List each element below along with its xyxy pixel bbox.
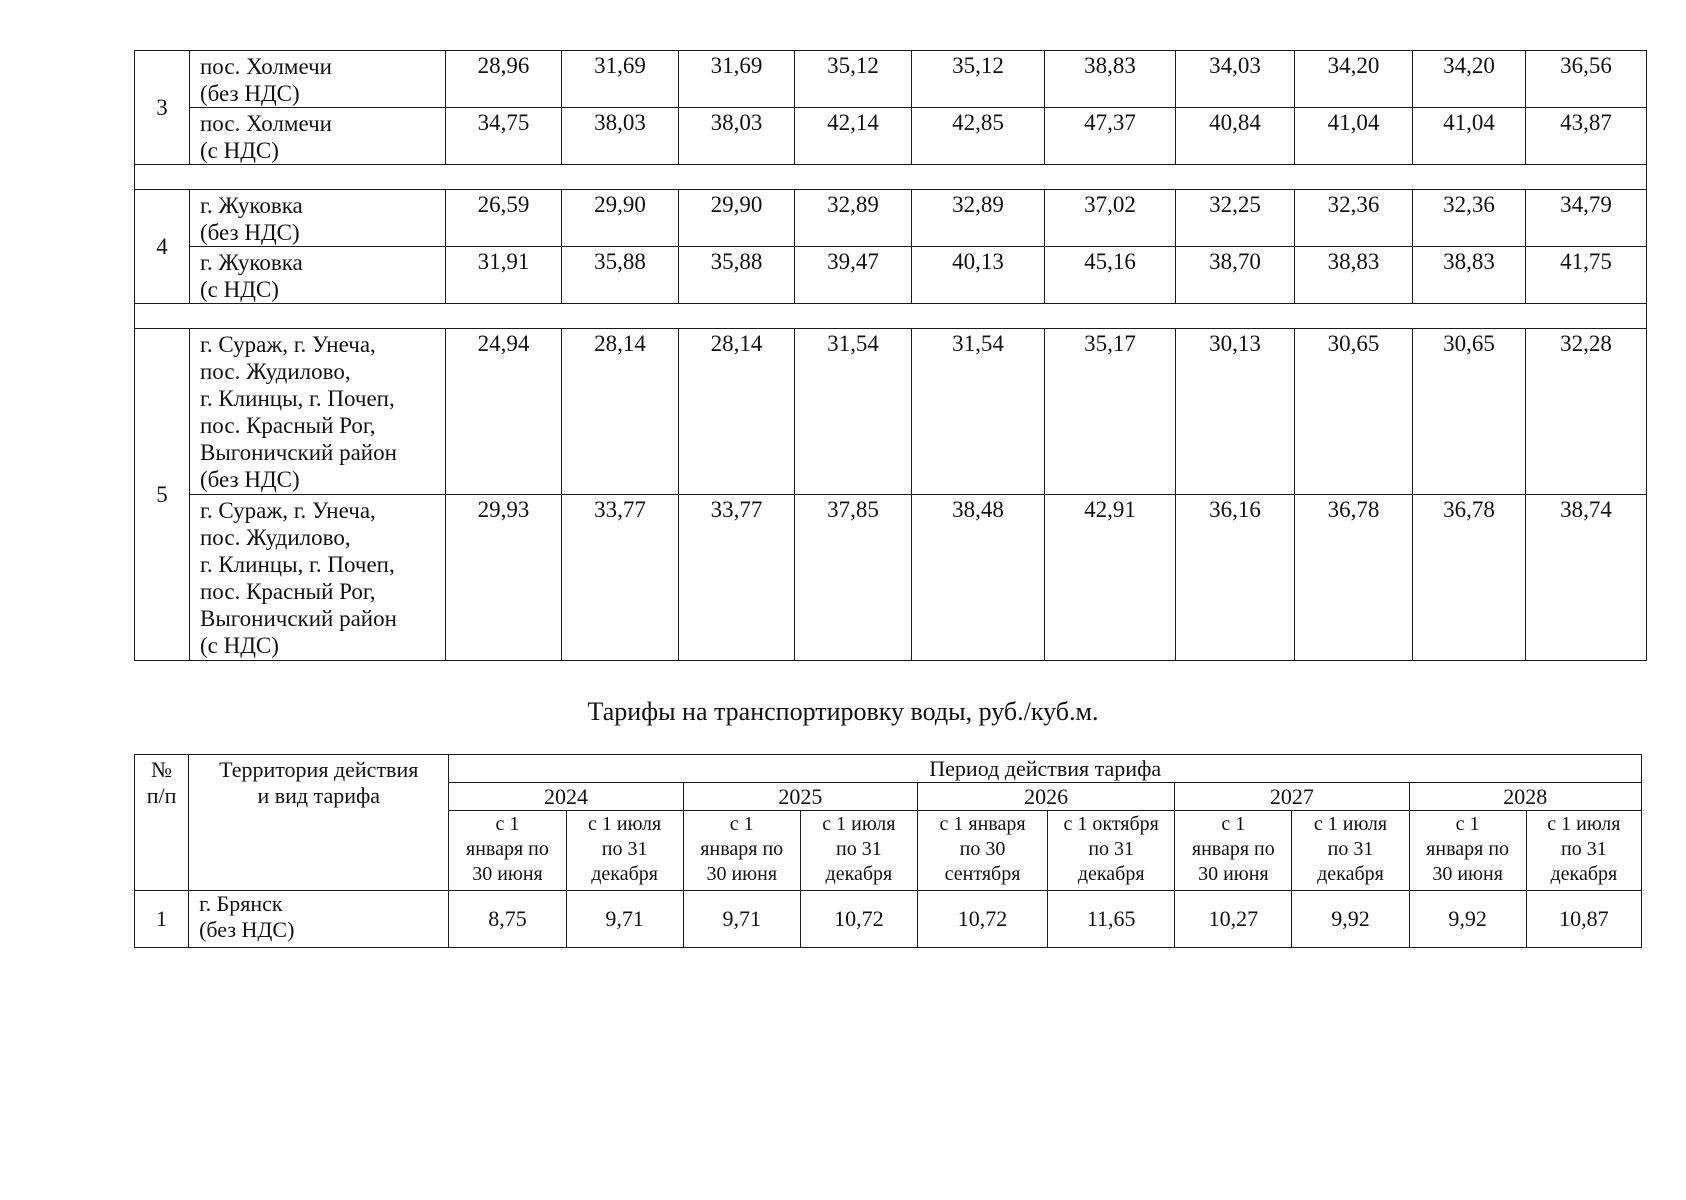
header-subperiod-line: 30 июня xyxy=(472,863,543,885)
header-subperiod-line: декабря xyxy=(1317,863,1384,885)
header-subperiod-line: декабря xyxy=(825,863,893,885)
tariff-value: 40,84 xyxy=(1176,108,1295,165)
territory-line: пос. Красный Рог, xyxy=(200,579,376,604)
header-subperiod-line: января по xyxy=(1191,838,1275,860)
territory-line: г. Сураж, г. Унеча, xyxy=(200,332,376,357)
territory-cell xyxy=(190,108,446,165)
table-row xyxy=(135,51,1647,108)
territory-line: г. Клинцы, г. Почеп, xyxy=(200,552,395,577)
tariff-value: 31,54 xyxy=(795,329,912,495)
header-subperiod-line: января по xyxy=(700,838,784,860)
water-transport-tariff-table xyxy=(134,754,1642,948)
header-year: 2028 xyxy=(1409,783,1641,811)
territory-line: г. Жуковка xyxy=(200,250,303,275)
header-number-line: № xyxy=(151,757,173,782)
header-subperiod xyxy=(1175,811,1292,891)
territory-line: (с НДС) xyxy=(200,138,279,163)
header-subperiod xyxy=(566,811,683,891)
header-subperiod xyxy=(1526,811,1641,891)
tariff-value: 38,70 xyxy=(1176,247,1295,304)
tariff-value: 40,13 xyxy=(912,247,1045,304)
header-subperiod-line: с 1 июля xyxy=(588,813,662,835)
header-subperiod-line: по 31 xyxy=(1327,838,1374,860)
tariff-value: 38,03 xyxy=(679,108,795,165)
header-subperiod xyxy=(449,811,566,891)
header-year: 2024 xyxy=(449,783,683,811)
header-subperiod-line: 30 июня xyxy=(1198,863,1269,885)
tariff-value: 38,74 xyxy=(1526,495,1647,661)
territory-line: (без НДС) xyxy=(200,467,300,492)
tariff-value: 26,59 xyxy=(446,190,562,247)
tariff-value: 42,85 xyxy=(912,108,1045,165)
territory-line: (без НДС) xyxy=(199,917,295,942)
tariff-value: 38,83 xyxy=(1295,247,1413,304)
tariff-value: 38,83 xyxy=(1045,51,1176,108)
header-subperiod xyxy=(800,811,917,891)
table-row xyxy=(135,247,1647,304)
header-year: 2027 xyxy=(1175,783,1409,811)
header-subperiod-line: с 1 xyxy=(729,813,754,835)
tariff-value: 34,75 xyxy=(446,108,562,165)
tariff-value: 37,02 xyxy=(1045,190,1176,247)
tariff-value: 29,90 xyxy=(679,190,795,247)
tariff-table-body xyxy=(135,51,1647,661)
tariff-value: 38,03 xyxy=(562,108,679,165)
header-subperiod-line: по 30 xyxy=(959,838,1006,860)
tariff-value: 28,14 xyxy=(679,329,795,495)
territory-cell xyxy=(189,891,449,948)
tariff-value: 38,83 xyxy=(1413,247,1526,304)
tariff-value: 10,72 xyxy=(917,891,1047,948)
header-subperiod-line: с 1 xyxy=(1221,813,1246,835)
tariff-value: 29,90 xyxy=(562,190,679,247)
tariff-value: 8,75 xyxy=(449,891,566,948)
header-subperiod-line: по 31 xyxy=(1560,838,1607,860)
tariff-value: 10,72 xyxy=(800,891,917,948)
header-number-line: п/п xyxy=(146,783,177,808)
table-row xyxy=(135,891,1642,948)
group-separator-cell xyxy=(135,304,1647,329)
header-subperiod-line: по 31 xyxy=(601,838,648,860)
tariff-value: 43,87 xyxy=(1526,108,1647,165)
tariff-value: 35,88 xyxy=(562,247,679,304)
tariff-value: 31,91 xyxy=(446,247,562,304)
tariff-value: 9,71 xyxy=(566,891,683,948)
header-year: 2026 xyxy=(917,783,1174,811)
header-subperiod-line: с 1 июля xyxy=(1547,813,1621,835)
tariff-value: 42,14 xyxy=(795,108,912,165)
header-subperiod-line: с 1 января xyxy=(939,813,1026,835)
tariff-value: 35,12 xyxy=(912,51,1045,108)
territory-cell xyxy=(190,247,446,304)
tariff-value: 32,89 xyxy=(912,190,1045,247)
tariff-value: 39,47 xyxy=(795,247,912,304)
row-number: 5 xyxy=(135,329,190,661)
tariff-value: 35,12 xyxy=(795,51,912,108)
territory-line: г. Сураж, г. Унеча, xyxy=(200,498,376,523)
tariff-value: 41,04 xyxy=(1295,108,1413,165)
tariff-value: 37,85 xyxy=(795,495,912,661)
table-row xyxy=(135,495,1647,661)
territory-line: г. Брянск xyxy=(199,891,283,916)
territory-line: пос. Жудилово, xyxy=(200,359,351,384)
territory-line: пос. Жудилово, xyxy=(200,525,351,550)
tariff-value: 36,16 xyxy=(1176,495,1295,661)
tariff-value: 36,56 xyxy=(1526,51,1647,108)
header-subperiod-line: с 1 июля xyxy=(1313,813,1388,835)
territory-cell xyxy=(190,329,446,495)
group-separator-cell xyxy=(135,165,1647,190)
header-subperiod-line: декабря xyxy=(1550,863,1618,885)
tariff-value: 31,69 xyxy=(562,51,679,108)
table-row xyxy=(135,108,1647,165)
tariff-value: 38,48 xyxy=(912,495,1045,661)
territory-cell xyxy=(190,190,446,247)
header-subperiod xyxy=(1409,811,1526,891)
tariff-value: 28,96 xyxy=(446,51,562,108)
tariff-value: 11,65 xyxy=(1048,891,1175,948)
header-subperiod-line: января по xyxy=(466,838,549,860)
header-subperiod-line: по 31 xyxy=(836,838,882,860)
header-subperiod-line: сентября xyxy=(944,863,1021,885)
header-territory-line: Территория действия xyxy=(219,757,419,782)
tariff-value: 32,89 xyxy=(795,190,912,247)
header-subperiod-line: с 1 июля xyxy=(822,813,896,835)
tariff-value: 33,77 xyxy=(562,495,679,661)
tariff-value: 30,65 xyxy=(1413,329,1526,495)
tariff-value: 35,17 xyxy=(1045,329,1176,495)
territory-cell xyxy=(190,51,446,108)
header-subperiod xyxy=(917,811,1047,891)
row-number: 1 xyxy=(135,891,189,948)
header-year: 2025 xyxy=(683,783,917,811)
tariff-value: 42,91 xyxy=(1045,495,1176,661)
tariff-value: 32,25 xyxy=(1176,190,1295,247)
header-subperiod-line: с 1 xyxy=(1455,813,1480,835)
territory-cell xyxy=(190,495,446,661)
tariff-value: 34,79 xyxy=(1526,190,1647,247)
tariff-value: 32,28 xyxy=(1526,329,1647,495)
territory-line: (без НДС) xyxy=(200,81,300,106)
territory-line: г. Клинцы, г. Почеп, xyxy=(200,386,395,411)
tariff-value: 45,16 xyxy=(1045,247,1176,304)
tariff-value: 31,54 xyxy=(912,329,1045,495)
tariff-value: 34,20 xyxy=(1413,51,1526,108)
tariff-value: 34,20 xyxy=(1295,51,1413,108)
tariff-value: 36,78 xyxy=(1295,495,1413,661)
section-caption: Тарифы на транспортировку воды, руб./куб.м. xyxy=(587,697,1099,726)
tariff-value: 35,88 xyxy=(679,247,795,304)
header-territory xyxy=(189,755,449,891)
header-subperiod-line: с 1 xyxy=(495,813,520,835)
tariff-value: 34,03 xyxy=(1176,51,1295,108)
territory-line: Выгоничский район xyxy=(200,606,397,631)
tariff-value: 36,78 xyxy=(1413,495,1526,661)
territory-line: пос. Холмечи xyxy=(200,54,332,79)
header-number xyxy=(135,755,189,891)
tariff-value: 33,77 xyxy=(679,495,795,661)
territory-line: пос. Красный Рог, xyxy=(200,413,376,438)
tariff-value: 32,36 xyxy=(1413,190,1526,247)
territory-line: г. Жуковка xyxy=(200,193,303,218)
header-subperiod xyxy=(683,811,800,891)
tariff-value: 28,14 xyxy=(562,329,679,495)
header-subperiod xyxy=(1048,811,1175,891)
tariff-value: 31,69 xyxy=(679,51,795,108)
header-subperiod-line: декабря xyxy=(1077,863,1145,885)
header-territory-line: и вид тарифа xyxy=(257,783,381,808)
tariff-value: 41,75 xyxy=(1526,247,1647,304)
territory-line: пос. Холмечи xyxy=(200,111,332,136)
header-subperiod xyxy=(1292,811,1409,891)
group-separator-row xyxy=(135,165,1647,190)
group-separator-row xyxy=(135,304,1647,329)
tariff-value: 29,93 xyxy=(446,495,562,661)
header-subperiod-line: 30 июня xyxy=(706,863,778,885)
table-row xyxy=(135,329,1647,495)
row-number: 4 xyxy=(135,190,190,304)
water-transport-tariff-body xyxy=(135,891,1642,948)
header-subperiod-line: по 31 xyxy=(1088,838,1135,860)
territory-line: (без НДС) xyxy=(200,220,300,245)
tariff-value: 9,71 xyxy=(683,891,800,948)
tariff-value: 9,92 xyxy=(1409,891,1526,948)
table-row xyxy=(135,190,1647,247)
territory-line: (с НДС) xyxy=(200,633,279,658)
tariff-value: 10,27 xyxy=(1175,891,1292,948)
tariff-value: 24,94 xyxy=(446,329,562,495)
tariff-value: 9,92 xyxy=(1292,891,1409,948)
tariff-table-continued xyxy=(134,50,1647,661)
territory-line: (с НДС) xyxy=(200,277,279,302)
tariff-value: 30,13 xyxy=(1176,329,1295,495)
tariff-value: 32,36 xyxy=(1295,190,1413,247)
header-subperiod-line: 30 июня xyxy=(1432,863,1503,885)
header-subperiod-line: января по xyxy=(1426,838,1510,860)
row-number: 3 xyxy=(135,51,190,165)
territory-line: Выгоничский район xyxy=(200,440,397,465)
tariff-value: 47,37 xyxy=(1045,108,1176,165)
tariff-value: 41,04 xyxy=(1413,108,1526,165)
header-subperiod-line: с 1 октября xyxy=(1063,813,1159,835)
header-subperiod-line: декабря xyxy=(591,863,658,885)
tariff-value: 10,87 xyxy=(1526,891,1641,948)
header-period: Период действия тарифа xyxy=(449,755,1642,783)
tariff-value: 30,65 xyxy=(1295,329,1413,495)
